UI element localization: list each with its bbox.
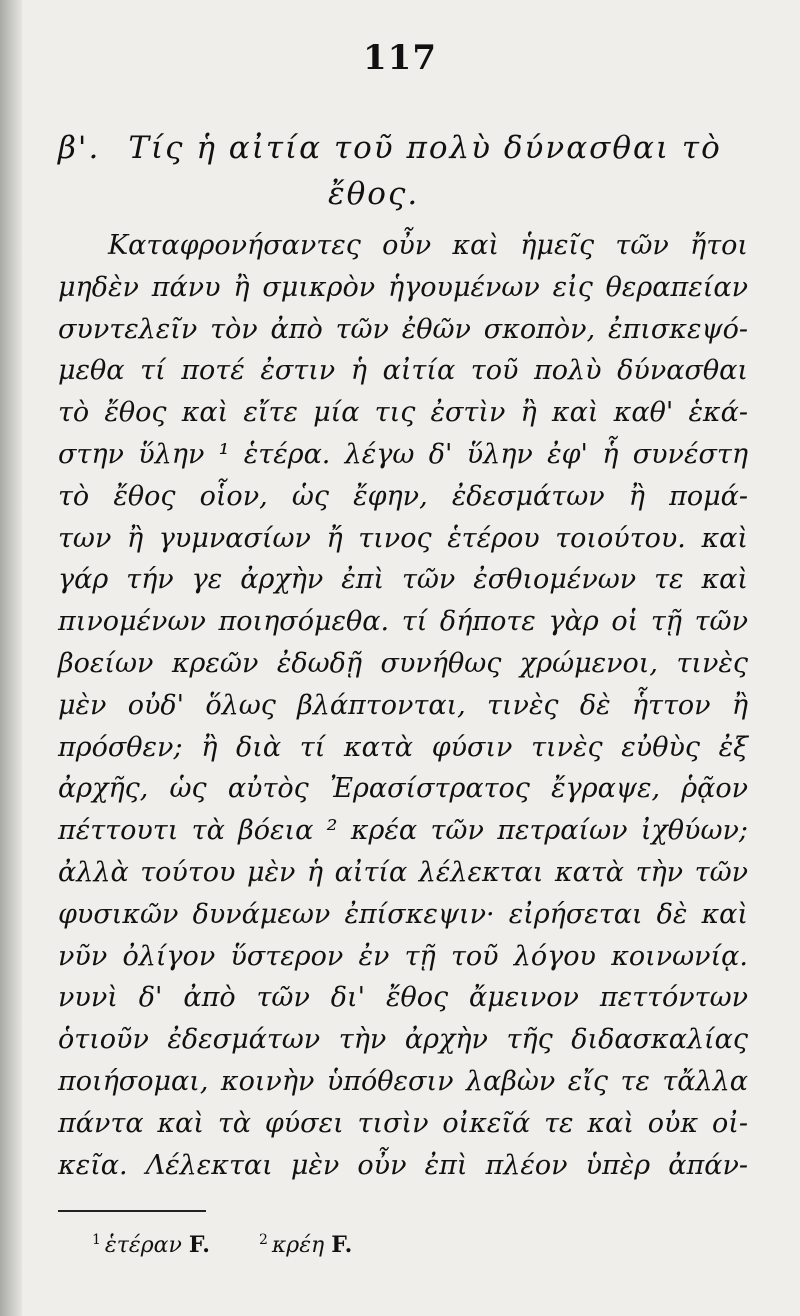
footnote-source: F. (188, 1232, 210, 1259)
body-text (58, 225, 748, 1186)
text-line: συντελεῖν τὸν ἀπὸ τῶν ἐθῶν σκοπὸν, ἐπισκεψό- (58, 313, 748, 345)
footnote-marker: 1 (92, 1232, 101, 1248)
text-line: πινομένων ποιησόμεθα. τί δήποτε γὰρ οἱ τῇ τῶν (58, 606, 748, 638)
section-title-line-1: Τίς ἡ αἰτία τοῦ πολὺ δύνασθαι τὸ (128, 130, 722, 166)
footnotes (92, 1232, 394, 1258)
text-line: πρόσθεν; ἢ διὰ τί κατὰ φύσιν τινὲς εὐθὺς ἐξ (58, 731, 748, 763)
footnote-source: F. (331, 1232, 353, 1259)
text-line: νῦν ὀλίγον ὕστερον ἐν τῇ τοῦ λόγου κοινωνίᾳ. (58, 940, 748, 972)
text-line: μὲν οὐδ' ὅλως βλάπτονται, τινὲς δὲ ἧττον ἢ (58, 689, 748, 721)
text-line: ποιήσομαι, κοινὴν ὑπόθεσιν λαβὼν εἴς τε τἄλλα (58, 1065, 748, 1097)
footnote-text: κρέη (271, 1233, 325, 1259)
footnote-divider (58, 1210, 206, 1212)
text-line: κεῖα. Λέλεκται μὲν οὖν ἐπὶ πλέον ὑπὲρ ἀπάν- (58, 1149, 748, 1181)
footnote-2 (259, 1233, 352, 1258)
section-heading (58, 125, 758, 217)
text-line: πάντα καὶ τὰ φύσει τισὶν οἰκεῖά τε καὶ οὐκ οἰ- (58, 1107, 748, 1139)
text-line: στην ὕλην ¹ ἑτέρα. λέγω δ' ὕλην ἐφ' ἧ συνέστη (58, 438, 748, 470)
text-line: φυσικῶν δυνάμεων ἐπίσκεψιν· εἰρήσεται δὲ καὶ (58, 898, 748, 930)
text-line: γάρ τήν γε ἀρχὴν ἐπὶ τῶν ἐσθιομένων τε καὶ (58, 564, 748, 596)
footnote-1 (92, 1233, 210, 1258)
text-line: τὸ ἔθος καὶ εἴτε μία τις ἐστὶν ἢ καὶ καθ' ἑκά- (58, 397, 748, 429)
text-line: μηδὲν πάνυ ἢ σμικρὸν ἡγουμένων εἰς θεραπείαν (58, 271, 748, 303)
text-line: τὸ ἔθος οἷον, ὡς ἔφην, ἐδεσμάτων ἢ πομά- (58, 480, 748, 512)
page-number: 117 (363, 38, 437, 78)
text-line: ὁτιοῦν ἐδεσμάτων τὴν ἀρχὴν τῆς διδασκαλίας (58, 1024, 748, 1056)
text-line: ἀλλὰ τούτου μὲν ἡ αἰτία λέλεκται κατὰ τὴν τῶν (58, 856, 748, 888)
text-line: μεθα τί ποτέ ἐστιν ἡ αἰτία τοῦ πολὺ δύνασθαι (58, 355, 748, 387)
text-line: πέττουτι τὰ βόεια ² κρέα τῶν πετραίων ἰχθύων; (58, 815, 748, 847)
text-line: βοείων κρεῶν ἐδωδῇ συνήθως χρώμενοι, τινὲς (58, 647, 748, 679)
footnote-marker: 2 (258, 1232, 268, 1248)
section-title-line-2: ἔθος. (328, 176, 420, 212)
text-line: ἀρχῆς, ὡς αὐτὸς Ἐρασίστρατος ἔγραψε, ῥᾷον (58, 773, 748, 805)
section-number: β'. (58, 130, 101, 166)
footnote-text: ἑτέραν (104, 1233, 182, 1259)
text-line: Καταφρονήσαντες οὖν καὶ ἡμεῖς τῶν ἤτοι (108, 230, 748, 261)
page-gutter-shadow (0, 0, 22, 1316)
text-line: των ἢ γυμνασίων ἤ τινος ἑτέρου τοιούτου. καὶ (58, 522, 748, 554)
text-line: νυνὶ δ' ἀπὸ τῶν δι' ἔθος ἄμεινον πεττόντων (58, 982, 748, 1014)
